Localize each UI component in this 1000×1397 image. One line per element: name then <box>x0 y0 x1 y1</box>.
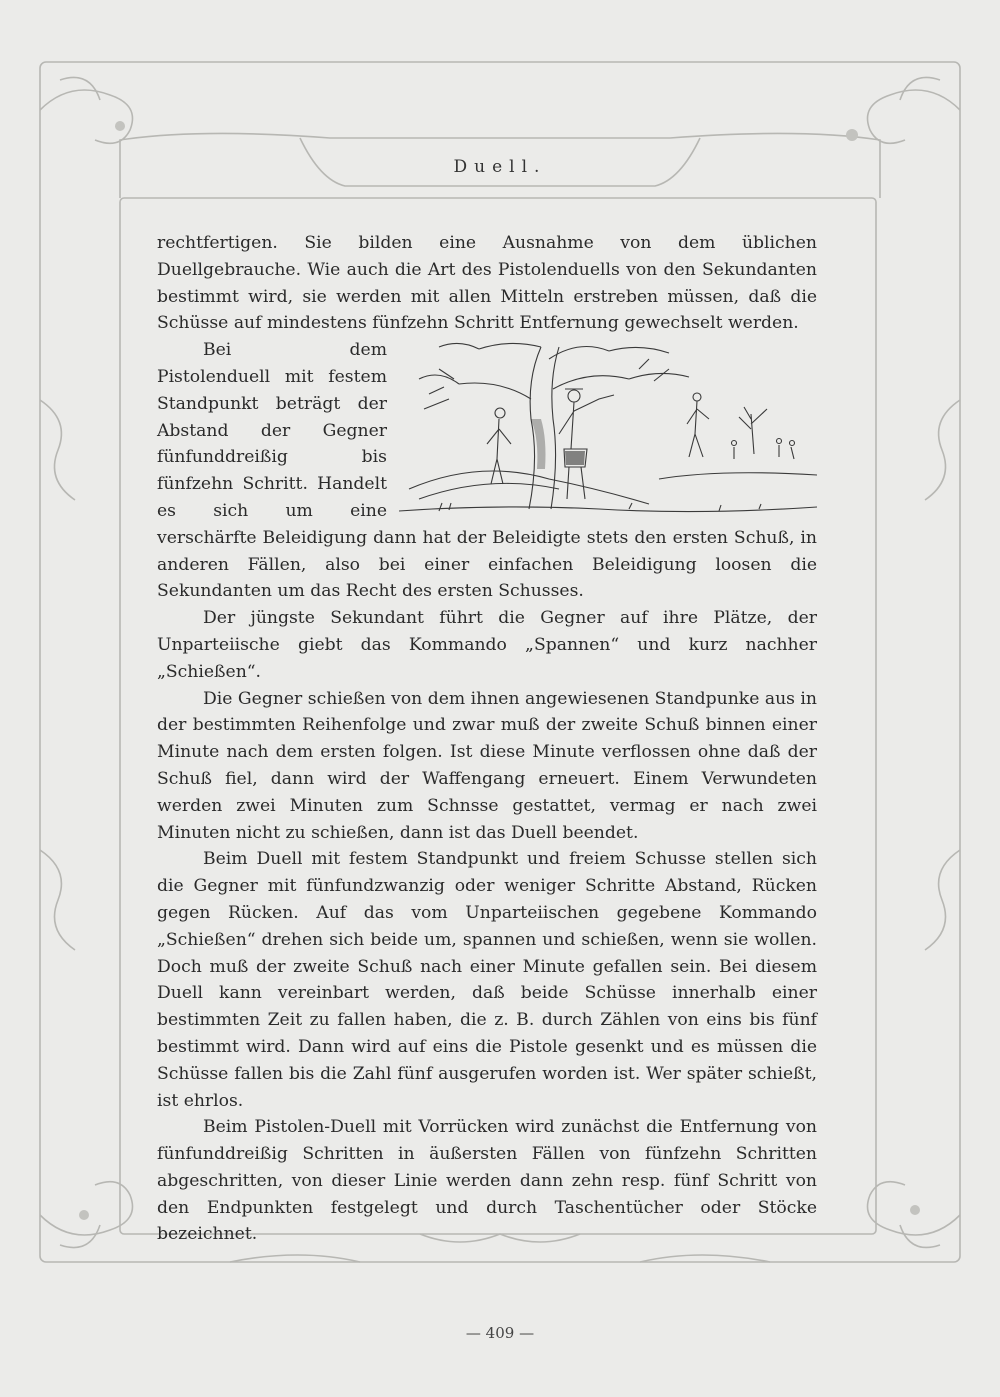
paragraph-5: Beim Duell mit festem Standpunkt und freiem Schusse stellen sich die Gegner mit fünfundzwanzig oder weniger Schritte Abstand, Rücken gegen Rücken. Auf das vom Unparteiischen gegebene Kommando „Schießen“ drehen sich beide um, spannen und schießen, wenn sie wollen. Doch muß der zweite Schuß nach einer Minute gefallen sein. Bei diesem Duell kann vereinbart werden, daß beide Schüsse innerhalb einer bestimmten Zeit zu fallen haben, die z. B. durch Zählen von eins bis fünf bestimmt wird. Dann wird auf eins die Pistole gesenkt und es müssen die Schüsse fallen bis die Zahl fünf ausgerufen worden ist. Wer später schießt, ist ehrlos. <box>157 849 817 1111</box>
paragraph-4: Die Gegner schießen von dem ihnen angewiesenen Standpunke aus in der bestimmten Reihenfolge und zwar muß der zweite Schuß binnen einer Minute nach dem ersten folgen. Ist diese Minute verflossen ohne daß der Schuß fiel, dann wird der Waffengang erneuert. Einem Verwundeten werden zwei Minuten zum Schnsse gestattet, vermag er nach zwei Minuten nicht zu schießen, dann ist das Duell beendet. <box>157 688 817 843</box>
paragraph-2: Bei dem Pistolenduell mit festem Standpunkt beträgt der Abstand der Gegner fünfunddreißig bis fünfzehn Schritt. Handelt es sich um eine verschärfte Beleidigung dann hat der Beleidigte stets den ersten Schuß, in anderen Fällen, also bei einer einfachen Beleidigung loosen die Sekundanten um das Recht des ersten Schusses. <box>157 340 817 602</box>
duel-illustration <box>399 339 817 516</box>
paragraph-1: rechtfertigen. Sie bilden eine Ausnahme von dem üblichen Duellgebrauche. Wie auch die Art des Pistolenduells von den Sekundanten bestimmt wird, sie werden mit allen Mitteln erstreben müssen, daß die Schüsse auf mindestens fünfzehn Schritt Entfernung gewechselt werden. <box>157 233 817 334</box>
paragraph-6: Beim Pistolen-Duell mit Vorrücken wird zunächst die Entfernung von fünfunddreißig Schritten in äußersten Fällen von fünfzehn Schritten abgeschritten, von dieser Linie werden dann zehn resp. fünf Schritt von den Endpunkten festgelegt und durch Taschentücher oder Stöcke bezeichnet. <box>157 1117 817 1245</box>
paragraph-3: Der jüngste Sekundant führt die Gegner auf ihre Plätze, der Unparteiische giebt das Kommando „Spannen“ und kurz nachher „Schießen“. <box>157 608 817 682</box>
running-head: Duell. <box>453 157 547 177</box>
body-text <box>157 230 817 1248</box>
page-number: — 409 — <box>465 1324 535 1342</box>
